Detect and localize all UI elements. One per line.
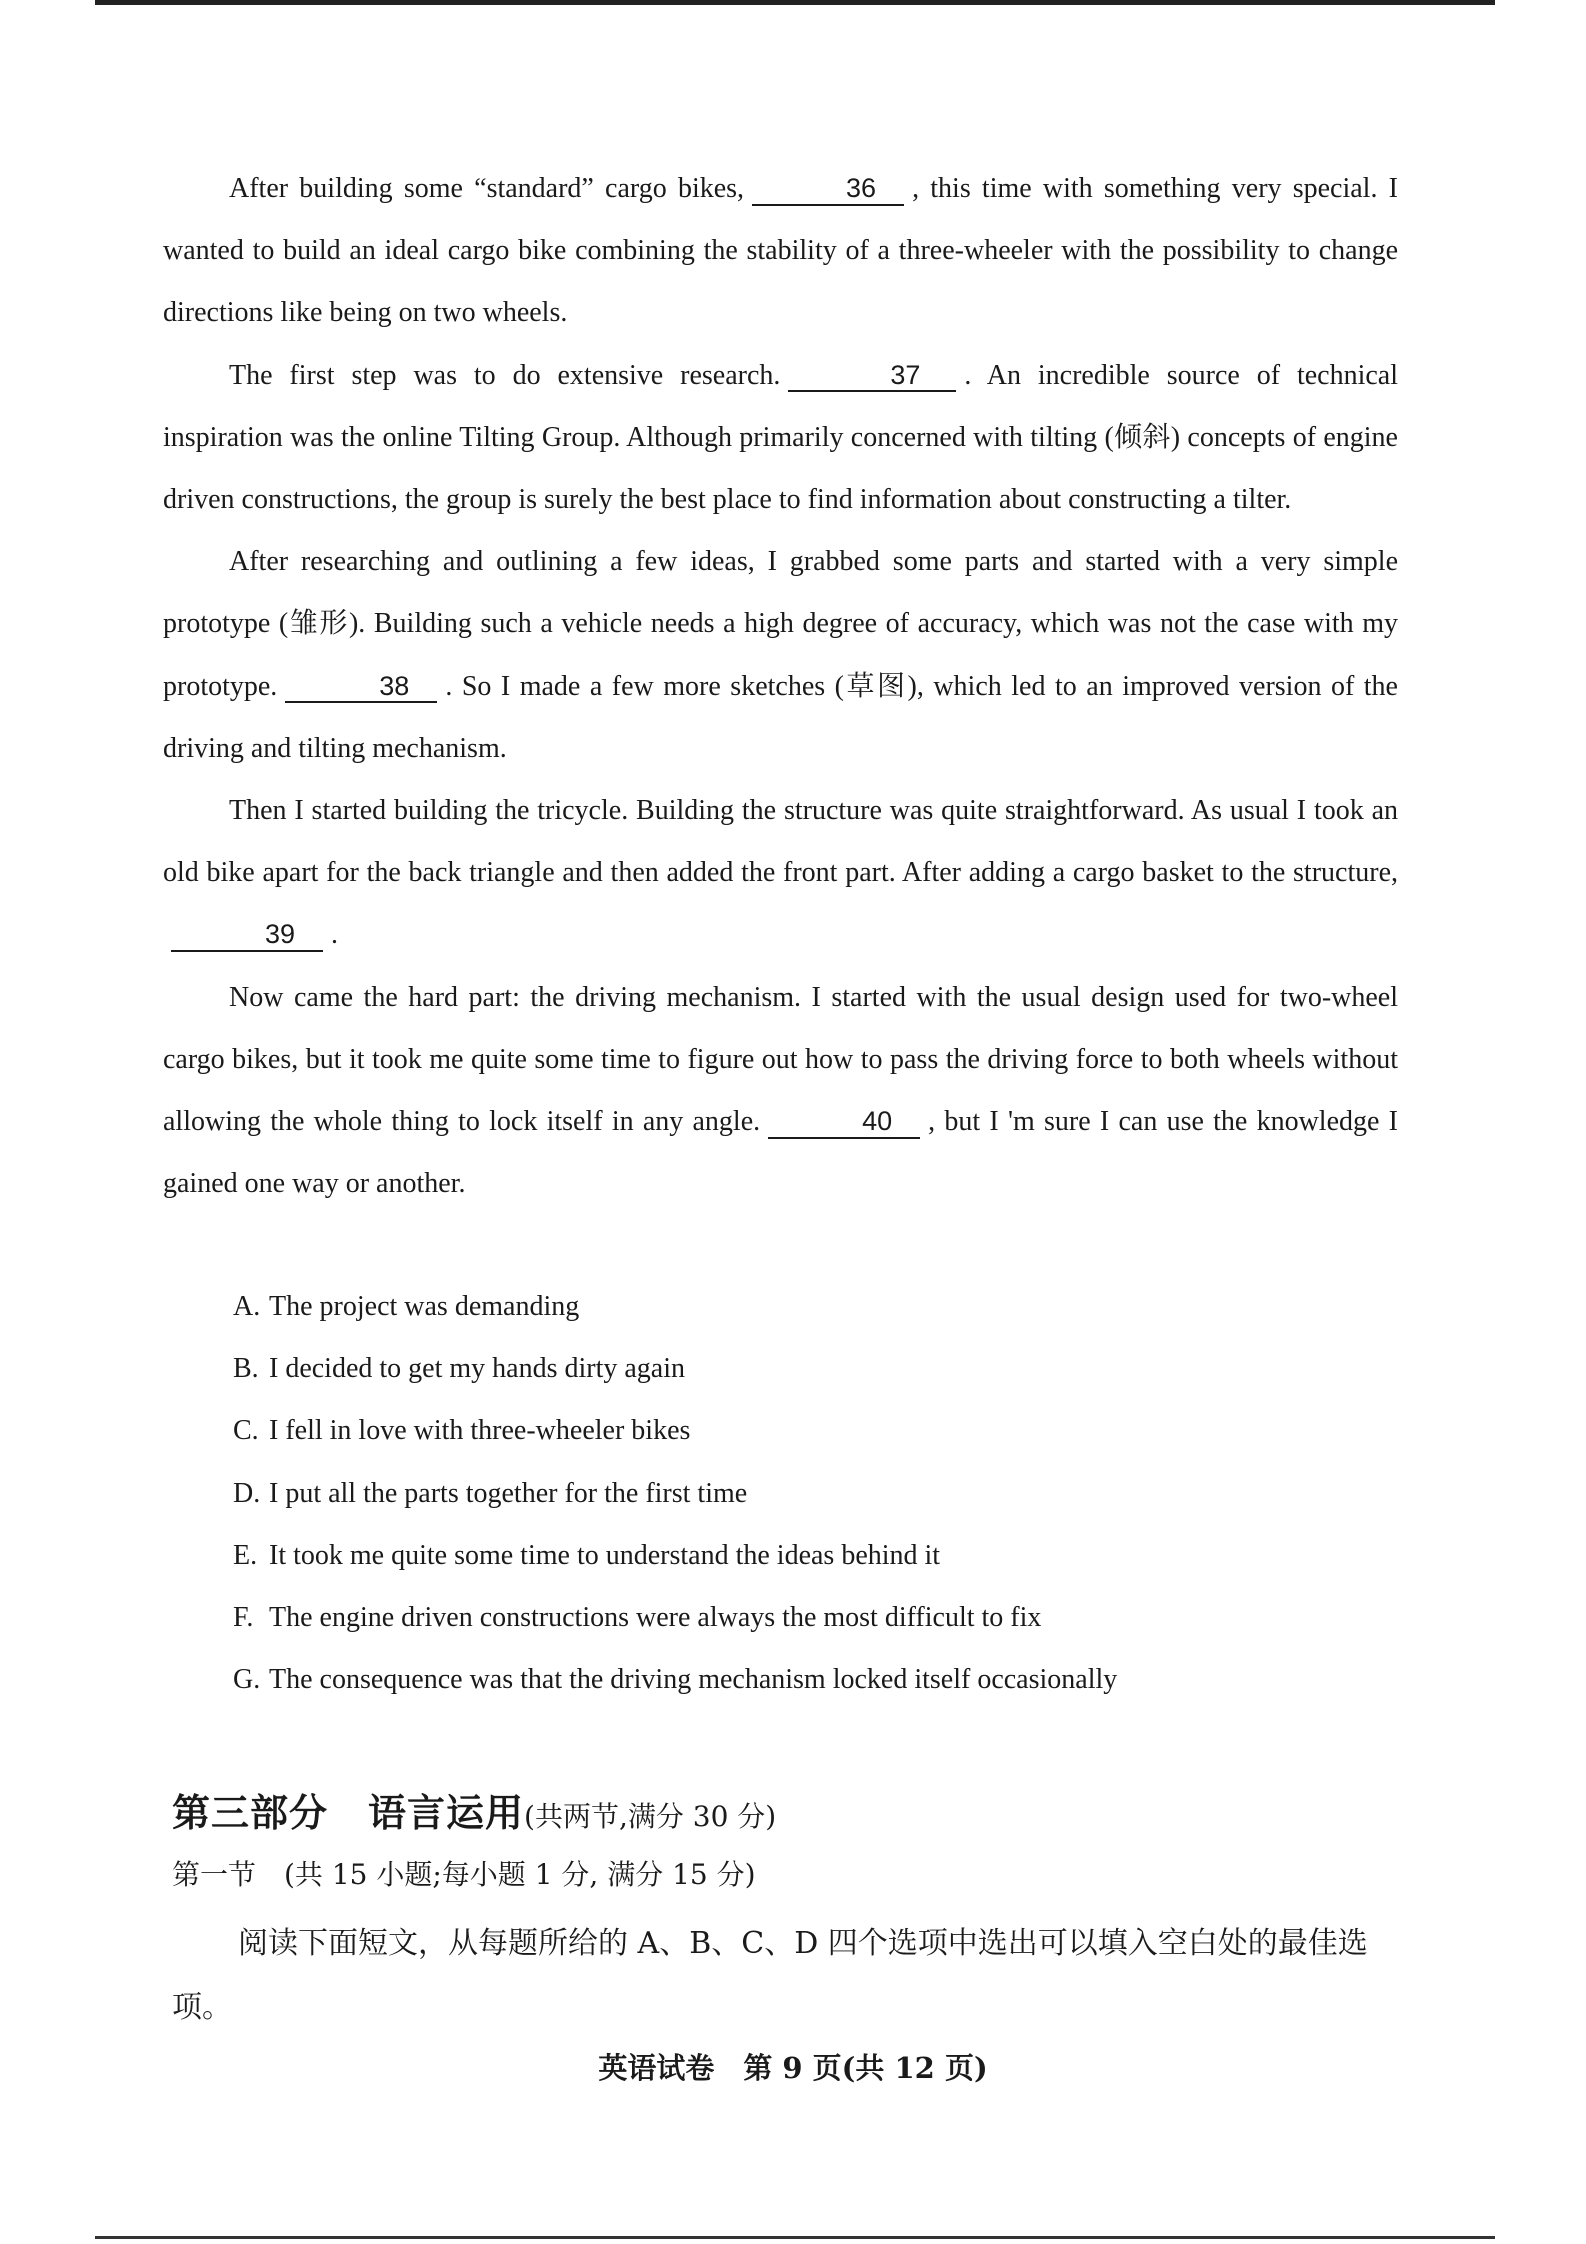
- reading-passage: [163, 158, 1398, 1215]
- p1-text-after: , this time with something very special. I wanted to build an ideal cargo bike combining the stability of a three-wheeler with the possibility to change directions like being on two wheels.: [163, 173, 1398, 329]
- blank-37: 37: [788, 361, 956, 393]
- answer-options: [233, 1276, 1117, 1711]
- option-f: [233, 1587, 1117, 1649]
- passage-paragraph-5: [163, 967, 1398, 1216]
- option-text: The project was demanding: [269, 1291, 580, 1322]
- p2-text-before: The first step was to do extensive research.: [229, 359, 781, 391]
- subsection-heading: 第一节 (共 15 小题;每小题 1 分, 满分 15 分): [172, 1858, 756, 1891]
- p5-text-after: , but I 'm sure I can use the knowledge I gained one way or another.: [163, 1106, 1398, 1200]
- top-border-line: [95, 0, 1495, 5]
- option-letter: F.: [233, 1602, 254, 1634]
- option-text: The consequence was that the driving mechanism locked itself occasionally: [269, 1664, 1118, 1696]
- option-g: [233, 1649, 1117, 1711]
- page-footer: 英语试卷 第 9 页(共 12 页): [598, 2051, 988, 2085]
- passage-paragraph-4: [163, 780, 1398, 967]
- option-text: It took me quite some time to understand the ideas behind it: [269, 1539, 941, 1571]
- section-part: 第三部分: [172, 1791, 329, 1835]
- passage-paragraph-2: [163, 345, 1398, 532]
- p1-text-before: After building some “standard” cargo bikes,: [229, 173, 745, 204]
- option-letter: A.: [233, 1291, 261, 1322]
- option-text: I decided to get my hands dirty again: [269, 1353, 685, 1385]
- option-b: [233, 1338, 1117, 1400]
- option-letter: G.: [233, 1664, 261, 1696]
- passage-paragraph-3: [163, 531, 1398, 780]
- option-letter: E.: [233, 1539, 258, 1571]
- option-a: [233, 1276, 1117, 1338]
- section-heading: [172, 1782, 776, 1837]
- option-text: I put all the parts together for the first time: [269, 1477, 748, 1509]
- option-d: [233, 1463, 1117, 1525]
- section-note: (共两节,满分 30 分): [524, 1800, 777, 1833]
- passage-paragraph-1: [163, 158, 1398, 345]
- p3-text-before: After researching and outlining a few ideas, I grabbed some parts and started with a very simple prototype (雏形). Building such a vehicle needs a high degree of accuracy, which was not the case with my prototype.: [163, 546, 1398, 702]
- p4-text-after: .: [331, 919, 338, 951]
- p2-text-after: . An incredible source of technical inspiration was the online Tilting Group. Although primarily concerned with tilting (倾斜) concepts of engine driven constructions, the group is surely the best place to find information about constructing a tilter.: [163, 359, 1399, 516]
- blank-39: 39: [171, 920, 323, 952]
- option-letter: B.: [233, 1353, 259, 1385]
- p5-text-before: Now came the hard part: the driving mechanism. I started with the usual design used for two-wheel cargo bikes, but it took me quite some time to figure out how to pass the driving force to both wheels without allowing the whole thing to lock itself in any angle.: [163, 981, 1398, 1138]
- option-c: [233, 1400, 1117, 1462]
- section-name: 语言运用: [368, 1791, 525, 1835]
- option-text: The engine driven constructions were always the most difficult to fix: [269, 1602, 1042, 1634]
- option-e: [233, 1525, 1117, 1587]
- option-letter: D.: [233, 1477, 261, 1509]
- option-text: I fell in love with three-wheeler bikes: [269, 1415, 691, 1447]
- section-instruction: 阅读下面短文，从每题所给的 A、B、C、D 四个选项中选出可以填入空白处的最佳选项。: [172, 1926, 1368, 2025]
- blank-36: 36: [752, 174, 904, 206]
- blank-38: 38: [285, 672, 437, 704]
- p4-text-before: Then I started building the tricycle. Building the structure was quite straightforward. As usual I took an old bike apart for the back triangle and then added the front part. After adding a cargo basket to the structure,: [163, 795, 1398, 889]
- p3-text-after: . So I made a few more sketches (草图), which led to an improved version of the driving and tilting mechanism.: [163, 670, 1398, 764]
- option-letter: C.: [233, 1415, 259, 1447]
- blank-40: 40: [768, 1107, 920, 1139]
- bottom-border-line: [95, 2236, 1495, 2239]
